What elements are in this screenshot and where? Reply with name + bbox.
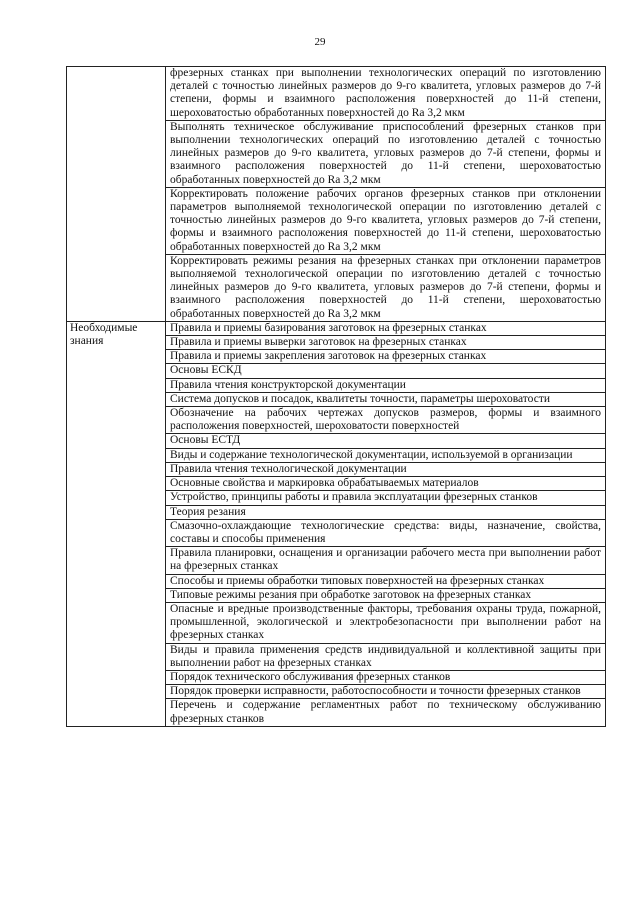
knowledge-item: Опасные и вредные производственные факторы, требования охраны труда, пожарной, промышленной, экологической и электробезопасности при выполнении работ на фрезерных станках [166,602,606,643]
knowledge-item: Способы и приемы обработки типовых поверхностей на фрезерных станках [166,574,606,588]
knowledge-item: Правила и приемы выверки заготовок на фрезерных станках [166,336,606,350]
competency-table [66,66,606,727]
knowledge-item: Правила и приемы базирования заготовок на фрезерных станках [166,321,606,335]
skill-item: Выполнять техническое обслуживание приспособлений фрезерных станков при выполнении технологических операций по изготовлению деталей с точностью линейных размеров до 9-го квалитета, угловых размеров до 7-й степени, формы и взаимного расположения поверхностей до 11-й степени, шероховатостью обработанных поверхностей до Ra 3,2 мкм [166,120,606,187]
knowledge-item: Виды и содержание технологической документации, используемой в организации [166,448,606,462]
knowledge-item: Основные свойства и маркировка обрабатываемых материалов [166,477,606,491]
table-row [67,321,606,335]
knowledge-item: Виды и правила применения средств индивидуальной и коллективной защиты при выполнении работ на фрезерных станках [166,643,606,670]
knowledge-item: Основы ЕСТД [166,434,606,448]
knowledge-item: Теория резания [166,505,606,519]
skills-label-cell [67,67,166,322]
knowledge-item: Система допусков и посадок, квалитеты точности, параметры шероховатости [166,392,606,406]
skill-item: фрезерных станках при выполнении технологических операций по изготовлению деталей с точностью линейных размеров до 9-го квалитета, угловых размеров до 7-й степени, формы и взаимного расположения поверхностей до 11-й степени, шероховатостью обработанных поверхностей до Ra 3,2 мкм [166,67,606,121]
knowledge-item: Основы ЕСКД [166,364,606,378]
knowledge-item: Устройство, принципы работы и правила эксплуатации фрезерных станков [166,491,606,505]
table-row [67,67,606,121]
skill-item: Корректировать положение рабочих органов фрезерных станков при отклонении параметров выполняемой технологической операции по изготовлению деталей с точностью линейных размеров до 9-го квалитета, угловых размеров до 7-й степени, формы и взаимного расположения поверхностей до 11-й степени, шероховатостью обработанных поверхностей до Ra 3,2 мкм [166,187,606,254]
knowledge-label: Необходимые знания [67,321,166,726]
knowledge-item: Смазочно-охлаждающие технологические средства: виды, назначение, свойства, составы и способы применения [166,519,606,546]
skill-item: Корректировать режимы резания на фрезерных станках при отклонении параметров выполняемой технологической операции по изготовлению деталей с точностью линейных размеров до 9-го квалитета, угловых размеров до 7-й степени, формы и взаимного расположения поверхностей до 11-й степени, шероховатостью обработанных поверхностей до Ra 3,2 мкм [166,254,606,321]
knowledge-item: Правила планировки, оснащения и организации рабочего места при выполнении работ на фрезерных станках [166,547,606,574]
knowledge-item: Порядок проверки исправности, работоспособности и точности фрезерных станков [166,685,606,699]
knowledge-item: Правила чтения конструкторской документации [166,378,606,392]
knowledge-item: Типовые режимы резания при обработке заготовок на фрезерных станках [166,588,606,602]
page-number: 29 [314,36,326,48]
knowledge-item: Обозначение на рабочих чертежах допусков размеров, формы и взаимного расположения поверхностей, шероховатости поверхностей [166,407,606,434]
knowledge-item: Правила и приемы закрепления заготовок на фрезерных станках [166,350,606,364]
knowledge-item: Порядок технического обслуживания фрезерных станков [166,670,606,684]
knowledge-item: Правила чтения технологической документации [166,462,606,476]
knowledge-item: Перечень и содержание регламентных работ по техническому обслуживанию фрезерных станков [166,699,606,726]
